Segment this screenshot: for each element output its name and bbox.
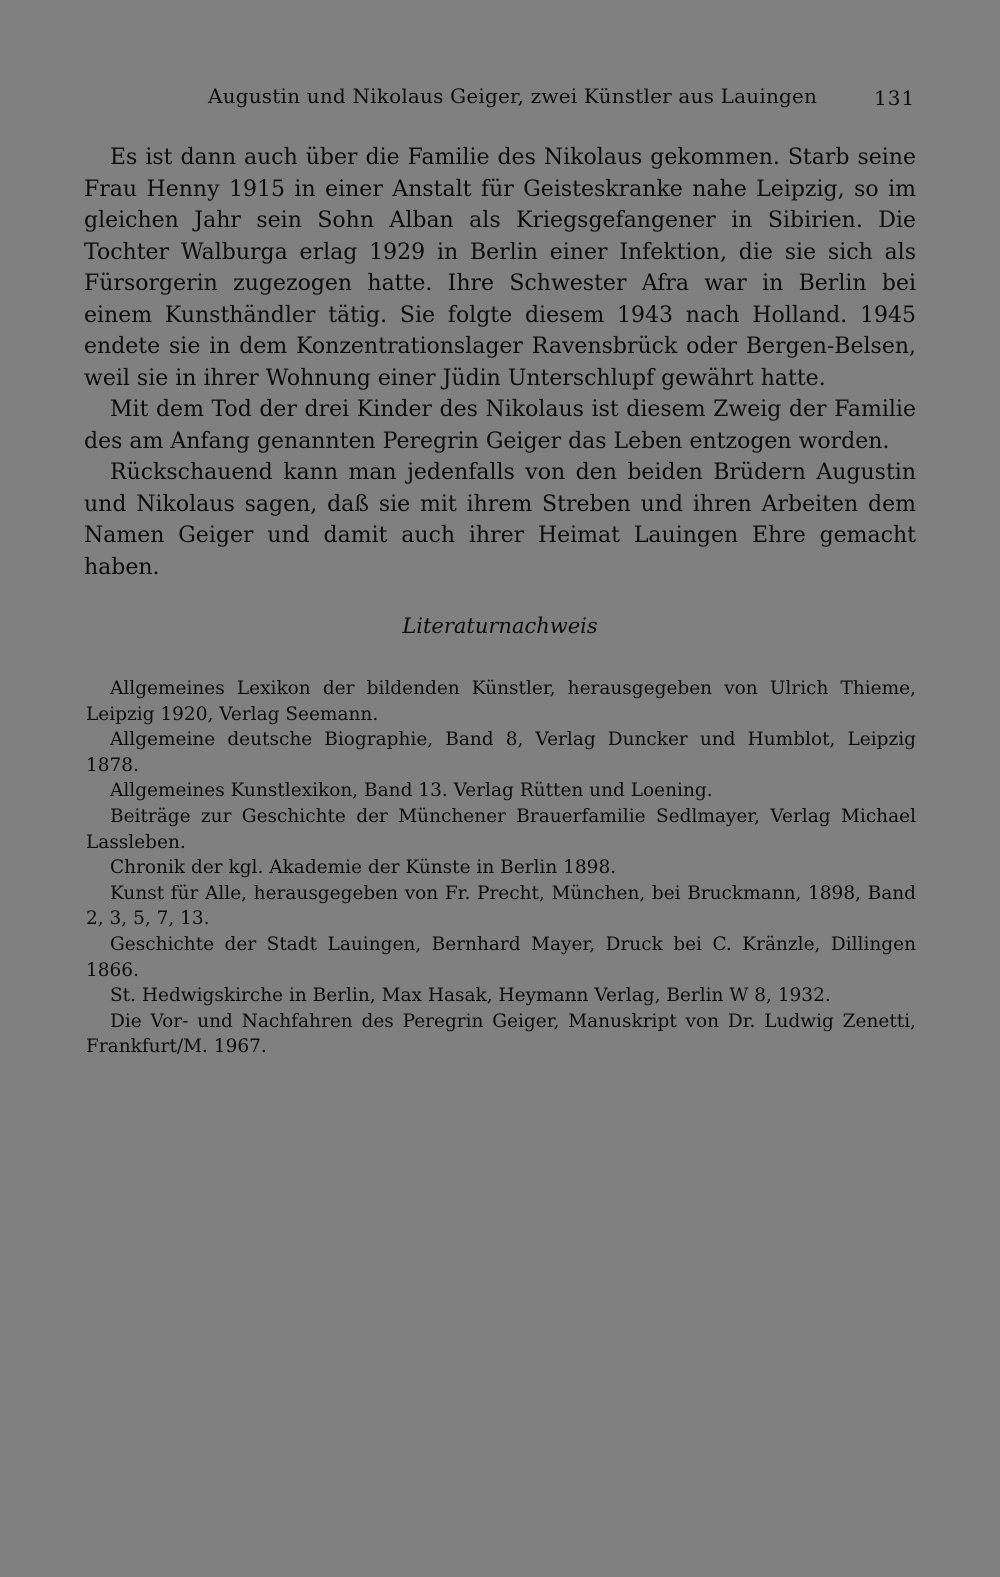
references-list [86,676,916,1060]
reference-item: Beiträge zur Geschichte der Münchener Brauerfamilie Sedlmayer, Verlag Michael Lassleben. [86,805,916,853]
body-paragraph: Rückschauend kann man jedenfalls von den beiden Brüdern Augustin und Nikolaus sagen, daß sie mit ihrem Streben und ihren Arbeiten dem Namen Geiger und damit auch ihrer Heimat Lauingen Ehre gemacht haben. [84,460,916,580]
reference-item: Allgemeine deutsche Biographie, Band 8, Verlag Duncker und Humblot, Leipzig 1878. [86,729,916,776]
running-title: Augustin und Nikolaus Geiger, zwei Künstler aus Lauingen [208,84,818,108]
body-text [84,142,916,583]
references-heading: Literaturnachweis [402,614,598,638]
body-paragraph: Mit dem Tod der drei Kinder des Nikolaus ist diesem Zweig der Familie des am Anfang genannten Peregrin Geiger das Leben entzogen worden. [84,397,916,454]
page-number: 131 [874,86,916,110]
reference-item: Chronik der kgl. Akademie der Künste in Berlin 1898. [110,857,617,879]
reference-item: St. Hedwigskirche in Berlin, Max Hasak, Heymann Verlag, Berlin W 8, 1932. [110,985,831,1007]
reference-item: Allgemeines Lexikon der bildenden Künstler, herausgegeben von Ulrich Thieme, Leipzig 1920, Verlag Seemann. [86,678,916,725]
reference-item: Geschichte der Stadt Lauingen, Bernhard Mayer, Druck bei C. Kränzle, Dillingen 1866. [86,933,916,981]
reference-item: Allgemeines Kunstlexikon, Band 13. Verlag Rütten und Loening. [110,780,713,802]
body-paragraph: Es ist dann auch über die Familie des Nikolaus gekommen. Starb seine Frau Henny 1915 in einer Anstalt für Geisteskranke nahe Leipzig, so im gleichen Jahr sein Sohn Alban als Kriegsgefangener in Sibirien. Die Tochter Walburga erlag 1929 in Berlin einer Infektion, die sie sich als Fürsorgerin zugezogen hatte. Ihre Schwester Afra war in Berlin bei einem Kunsthändler tätig. Sie folgte diesem 1943 nach Holland. 1945 endete sie in dem Konzentrationslager Ravensbrück oder Bergen-Belsen, weil sie in ihrer Wohnung einer Jüdin Unterschlupf gewährt hatte. [84,145,916,391]
reference-item: Kunst für Alle, herausgegeben von Fr. Precht, München, bei Bruckmann, 1898, Band 2, 3, 5, 7, 13. [86,882,916,930]
reference-item: Die Vor- und Nachfahren des Peregrin Geiger, Manuskript von Dr. Ludwig Zenetti, Frankfurt/M. 1967. [86,1010,916,1058]
